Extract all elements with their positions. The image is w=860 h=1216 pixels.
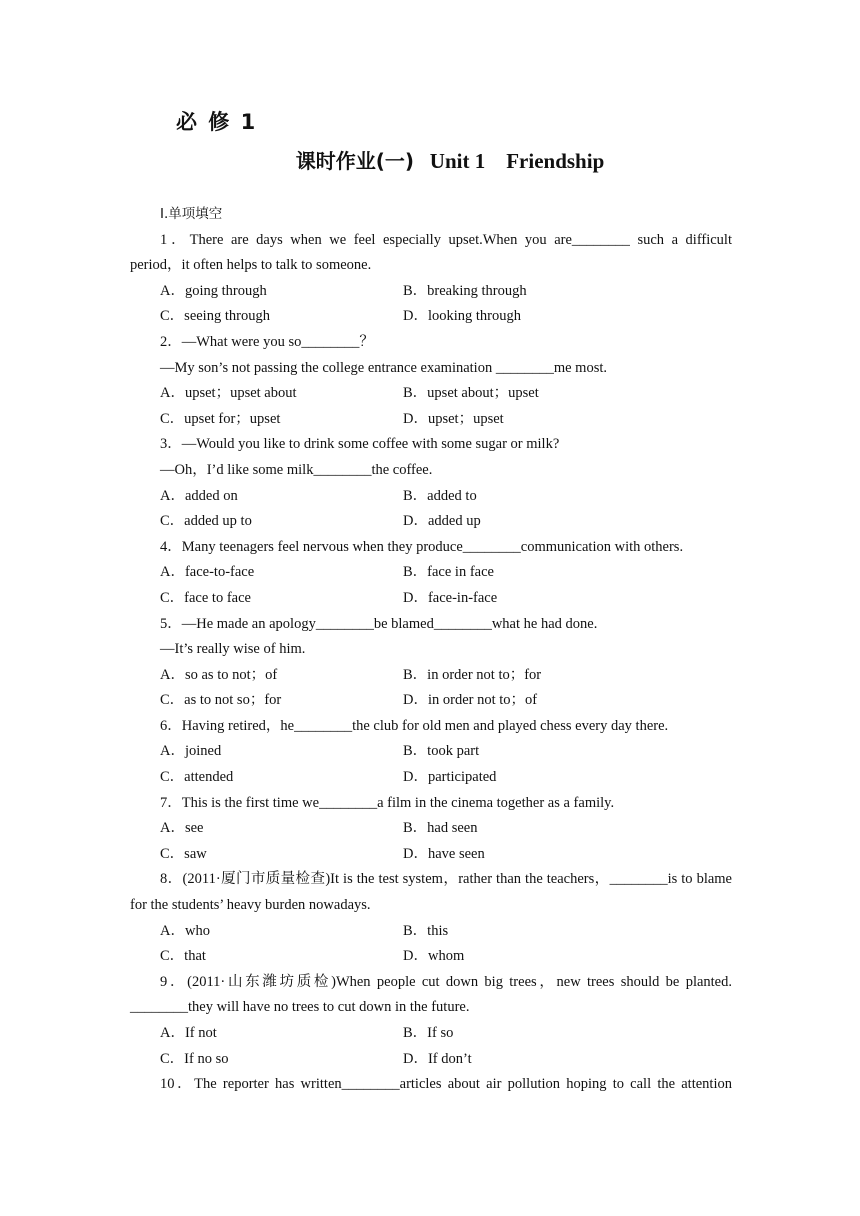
answer-option[interactable]: C．face to face <box>160 589 251 606</box>
section-heading: Ⅰ.单项填空 <box>160 206 223 222</box>
option-row <box>130 919 732 945</box>
option-row <box>130 407 732 433</box>
option-row <box>130 739 732 765</box>
option-row <box>130 765 732 791</box>
answer-option[interactable]: C．upset for；upset <box>160 410 281 427</box>
question-stem: 8．(2011·厦门市质量检查)It is the test system，rather than the teachers，________is to blame <box>160 871 732 888</box>
question-item <box>130 330 732 432</box>
question-line: —It’s really wise of him. <box>160 641 306 658</box>
answer-option[interactable]: C．as to not so；for <box>160 692 282 709</box>
answer-option[interactable]: A．If not <box>160 1025 217 1041</box>
exercise-content <box>130 202 732 1098</box>
answer-option[interactable]: D．added up <box>403 513 481 530</box>
option-row <box>130 381 732 407</box>
answer-option[interactable]: B．this <box>403 922 449 939</box>
question-stem: 4．Many teenagers feel nervous when they produce________communication with others. <box>160 538 684 555</box>
question-item <box>130 791 732 868</box>
question-stem: 7．This is the first time we________a film in the cinema together as a family. <box>160 794 615 811</box>
answer-option[interactable]: D．have seen <box>403 845 485 862</box>
question-line: for the students’ heavy burden nowadays. <box>130 897 371 914</box>
question-item <box>130 970 732 1072</box>
answer-option[interactable]: A．who <box>160 922 210 939</box>
answer-option[interactable]: C．saw <box>160 845 207 862</box>
option-row <box>130 663 732 689</box>
question-stem: 9．(2011·山东潍坊质检)When people cut down big trees，new trees should be planted. <box>160 973 732 990</box>
question-item <box>130 432 732 534</box>
answer-option[interactable]: D．whom <box>403 948 465 965</box>
answer-option[interactable]: B．If so <box>403 1025 454 1041</box>
option-row <box>130 279 732 305</box>
question-stem: 10．The reporter has written________articles about air pollution hoping to call the attention <box>160 1076 732 1093</box>
answer-option[interactable]: B．had seen <box>403 820 478 837</box>
option-row <box>130 816 732 842</box>
question-item <box>130 535 732 612</box>
option-row <box>130 944 732 970</box>
answer-option[interactable]: A．so as to not；of <box>160 666 278 683</box>
answer-option[interactable]: B．in order not to；for <box>403 666 542 683</box>
option-row <box>130 586 732 612</box>
question-stem: 2．—What were you so________？ <box>160 333 374 350</box>
book-title: 必 修 1 <box>176 110 258 134</box>
answer-option[interactable]: C．attended <box>160 769 234 786</box>
answer-option[interactable]: B．upset about；upset <box>403 385 539 402</box>
question-item <box>130 1072 732 1098</box>
option-row <box>130 560 732 586</box>
question-item <box>130 867 732 969</box>
question-stem: 1．There are days when we feel especially upset.When you are________ such a difficult <box>160 231 732 248</box>
option-row <box>130 304 732 330</box>
answer-option[interactable]: B．breaking through <box>403 282 527 299</box>
option-row <box>130 509 732 535</box>
option-row <box>130 688 732 714</box>
answer-option[interactable]: D．upset；upset <box>403 410 504 427</box>
answer-option[interactable]: C．added up to <box>160 513 252 530</box>
question-item <box>130 714 732 791</box>
answer-option[interactable]: A．face-to-face <box>160 564 255 581</box>
answer-option[interactable]: D．participated <box>403 769 497 786</box>
answer-option[interactable]: B．face in face <box>403 564 494 581</box>
answer-option[interactable]: B．took part <box>403 743 480 760</box>
answer-option[interactable]: A．joined <box>160 743 222 760</box>
answer-option[interactable]: C．that <box>160 948 206 965</box>
lesson-number: 课时作业(一) <box>295 149 415 173</box>
question-line: period，it often helps to talk to someone. <box>130 257 372 274</box>
answer-option[interactable]: D．looking through <box>403 308 522 325</box>
option-row <box>130 842 732 868</box>
option-row <box>130 484 732 510</box>
option-row <box>130 1047 732 1073</box>
answer-option[interactable]: A．see <box>160 820 204 837</box>
question-line: —Oh，I’d like some milk________the coffee. <box>160 461 433 478</box>
question-stem: 5．—He made an apology________be blamed________what he had done. <box>160 615 598 632</box>
question-line: ________they will have no trees to cut down in the future. <box>130 999 470 1016</box>
question-item <box>130 228 732 330</box>
answer-option[interactable]: A．added on <box>160 487 238 504</box>
question-item <box>130 612 732 714</box>
question-line: —My son’s not passing the college entrance examination ________me most. <box>160 359 608 376</box>
lesson-title <box>0 145 860 174</box>
answer-option[interactable]: D．If don’t <box>403 1050 472 1067</box>
answer-option[interactable]: A．upset；upset about <box>160 385 297 402</box>
answer-option[interactable]: D．face-in-face <box>403 589 498 606</box>
answer-option[interactable]: A．going through <box>160 282 267 299</box>
answer-option[interactable]: D．in order not to；of <box>403 692 538 709</box>
answer-option[interactable]: C．seeing through <box>160 308 270 325</box>
unit-topic: Friendship <box>506 149 605 173</box>
question-stem: 6．Having retired，he________the club for old men and played chess every day there. <box>160 717 669 734</box>
option-row <box>130 1021 732 1047</box>
question-list <box>130 228 732 1098</box>
answer-option[interactable]: B．added to <box>403 487 477 504</box>
unit-label: Unit 1 <box>429 149 486 173</box>
answer-option[interactable]: C．If no so <box>160 1050 229 1067</box>
question-stem: 3．—Would you like to drink some coffee with some sugar or milk? <box>160 436 560 453</box>
